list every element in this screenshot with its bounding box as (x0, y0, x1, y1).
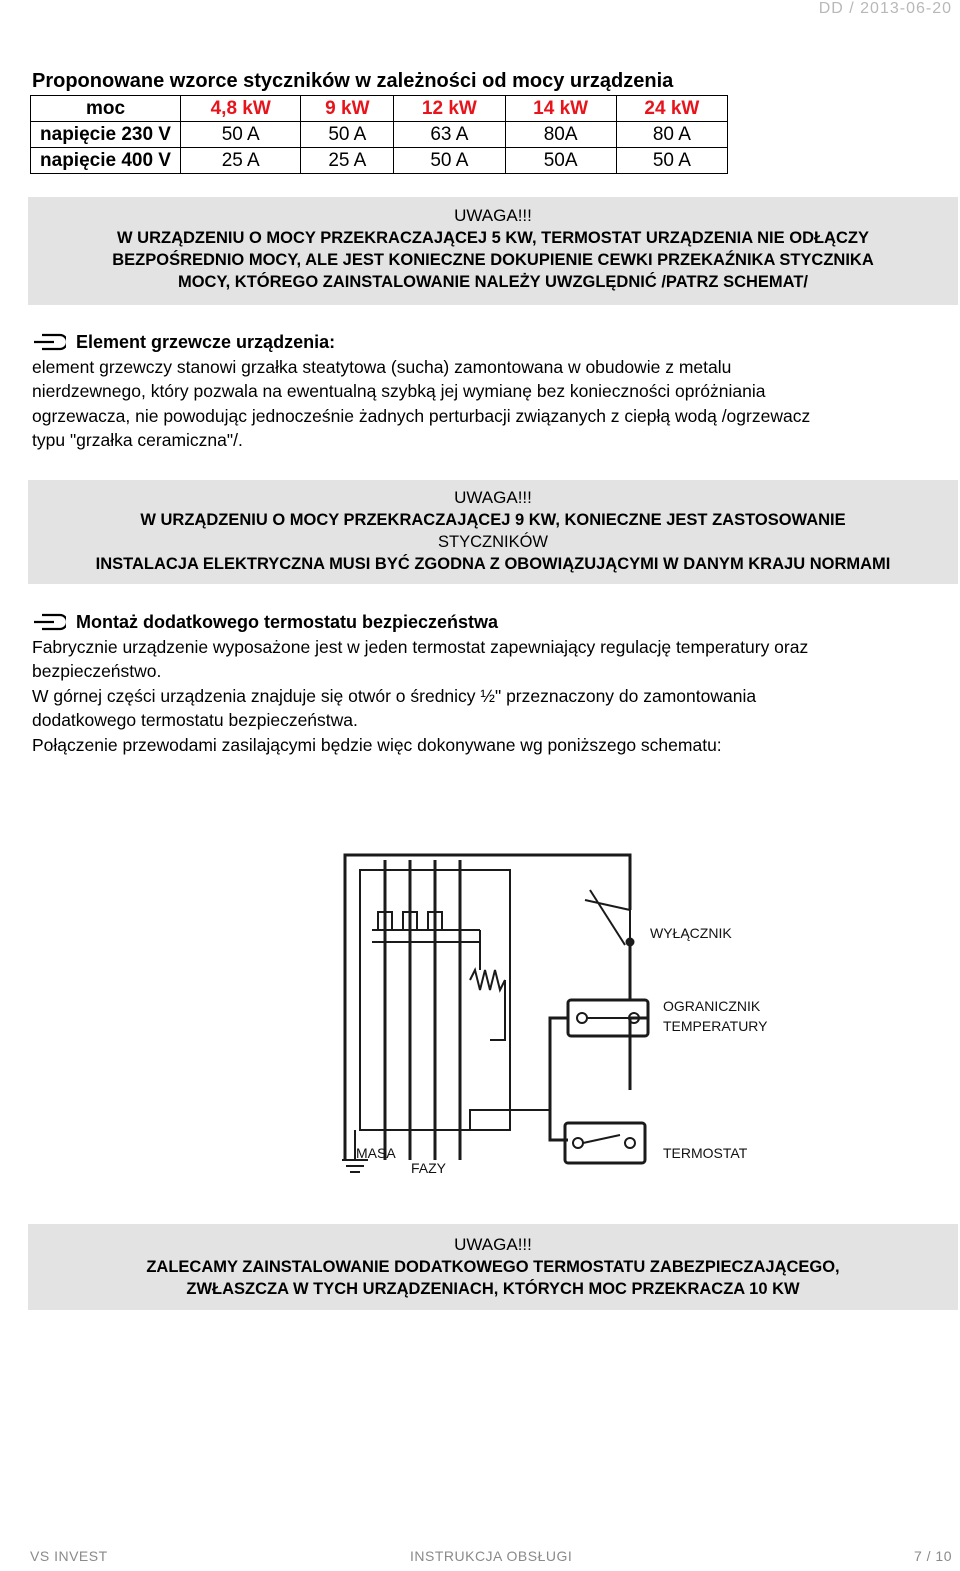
table-cell: 14 kW (505, 96, 616, 122)
table-row-label: napięcie 230 V (31, 122, 181, 148)
footer-doc-title: INSTRUKCJA OBSŁUGI (410, 1548, 573, 1564)
notice-title: UWAGA!!! (454, 488, 532, 507)
table-cell: 4,8 kW (181, 96, 301, 122)
table-cell: 80 A (616, 122, 727, 148)
footer-page-number: 7 / 10 (913, 1548, 952, 1564)
notice-line: W URZĄDZENIU O MOCY PRZEKRACZAJĄCEJ 9 KW, KONIECZNE JEST ZASTOSOWANIE (140, 511, 846, 529)
phases-label: FAZY (411, 1160, 447, 1176)
paragraph-line: Połączenie przewodami zasilającymi będzie więc dokonywane wg poniższego schematu: (32, 734, 722, 755)
paragraph-line: nierdzewnego, który pozwala na ewentualną szybką jej wymianę bez konieczności opróżniania (32, 381, 766, 401)
wiring-diagram (320, 830, 790, 1190)
notice-line: W URZĄDZENIU O MOCY PRZEKRACZAJĄCEJ 5 KW, TERMOSTAT URZĄDZENIA NIE ODŁĄCZY (117, 229, 869, 247)
table-cell: 9 kW (301, 96, 394, 122)
thermostat-label: TERMOSTAT (663, 1145, 748, 1161)
arrow-right-icon (32, 612, 66, 632)
table-cell: 50 A (616, 148, 727, 174)
table-cell: 25 A (181, 148, 301, 174)
paragraph-line: dodatkowego termostatu bezpieczeństwa. (32, 710, 358, 730)
table-title: Proponowane wzorce styczników w zależności od mocy urządzenia (32, 70, 674, 92)
notice-title: UWAGA!!! (454, 1235, 532, 1254)
warning-notice-contactors (28, 480, 958, 584)
section-heading: Montaż dodatkowego termostatu bezpieczeństwa (76, 612, 499, 632)
paragraph-line: W górnej części urządzenia znajduje się otwór o średnicy ½" przeznaczony do zamontowania (32, 685, 757, 706)
footer-company: VS INVEST (30, 1548, 108, 1564)
table-row (31, 122, 728, 148)
notice-line: BEZPOŚREDNIO MOCY, ALE JEST KONIECZNE DOKUPIENIE CEWKI PRZEKAŹNIKA STYCZNIKA (112, 251, 874, 269)
notice-line: INSTALACJA ELEKTRYCZNA MUSI BYĆ ZGODNA Z OBOWIĄZUJĄCYMI W DANYM KRAJU NORMAMI (95, 555, 891, 573)
table-cell: 50 A (181, 122, 301, 148)
table-row-label: moc (31, 96, 181, 122)
heating-element-section (32, 330, 942, 453)
notice-line: MOCY, KTÓREGO ZAINSTALOWANIE NALEŻY UWZGLĘDNIĆ /PATRZ SCHEMAT/ (177, 273, 809, 291)
table-cell: 24 kW (616, 96, 727, 122)
table-row (31, 148, 728, 174)
header-date: DD / 2013-06-20 (818, 0, 952, 17)
arrow-right-icon (32, 332, 66, 352)
power-table (30, 95, 728, 174)
notice-line: STYCZNIKÓW (438, 533, 548, 551)
paragraph-line: typu "grzałka ceramiczna"/. (32, 430, 243, 450)
table-row-label: napięcie 400 V (31, 148, 181, 174)
table-cell: 50A (505, 148, 616, 174)
limiter-label: OGRANICZNIK (663, 998, 761, 1014)
warning-notice-contactor (28, 197, 958, 305)
table-cell: 80A (505, 122, 616, 148)
section-heading: Element grzewcze urządzenia: (76, 332, 336, 352)
table-cell: 50 A (394, 148, 505, 174)
table-cell: 63 A (394, 122, 505, 148)
paragraph-line: Fabrycznie urządzenie wyposażone jest w jeden termostat zapewniający regulację temperatury oraz (32, 636, 809, 657)
notice-line: ZALECAMY ZAINSTALOWANIE DODATKOWEGO TERMOSTATU ZABEZPIECZAJĄCEGO, (146, 1258, 840, 1276)
paragraph-line: bezpieczeństwo. (32, 661, 162, 681)
table-cell: 12 kW (394, 96, 505, 122)
thermostat-section (32, 610, 942, 757)
table-header-row (31, 96, 728, 122)
table-cell: 25 A (301, 148, 394, 174)
paragraph-line: ogrzewacza, nie powodując jednocześnie żadnych perturbacji związanych z ciepłą wodą /ogrzewacz (32, 405, 811, 426)
limiter-label: TEMPERATURY (663, 1018, 768, 1034)
notice-line: ZWŁASZCZA W TYCH URZĄDZENIACH, KTÓRYCH MOC PRZEKRACZA 10 KW (186, 1280, 800, 1298)
ground-label: MASA (356, 1145, 396, 1161)
switch-label: WYŁĄCZNIK (650, 925, 732, 941)
warning-notice-safety-thermostat (28, 1224, 958, 1310)
notice-title: UWAGA!!! (454, 206, 532, 225)
paragraph-line: element grzewczy stanowi grzałka steatytowa (sucha) zamontowana w obudowie z metalu (32, 356, 732, 377)
table-cell: 50 A (301, 122, 394, 148)
